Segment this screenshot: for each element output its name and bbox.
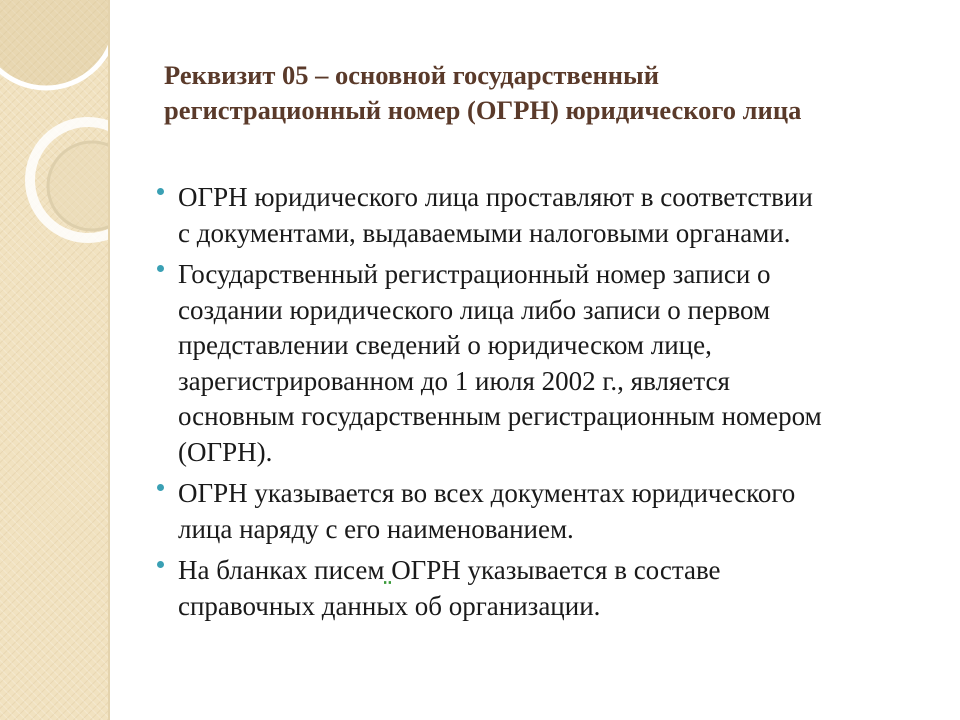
decor-circle-top bbox=[0, 0, 108, 88]
decor-circle-inner bbox=[48, 142, 108, 230]
slide-title-line: Реквизит 05 – основной государственный bbox=[164, 60, 659, 90]
bullet-text-segment: ОГРН указывается в составе bbox=[391, 555, 721, 585]
bullet-text-line: с документами, выдаваемыми налоговыми органами. bbox=[178, 217, 791, 248]
slide-title-line: регистрационный номер (ОГРН) юридического лица bbox=[164, 95, 802, 125]
slide-title bbox=[164, 58, 924, 128]
bullet-text-line: (ОГРН). bbox=[178, 436, 273, 467]
bullet-item bbox=[155, 257, 925, 470]
bullet-text-line: ОГРН указывается во всех документах юридического bbox=[178, 478, 796, 508]
sidebar-divider bbox=[108, 0, 110, 720]
bullet-text-line: справочных данных об организации. bbox=[178, 590, 601, 621]
bullet-dot-icon bbox=[157, 561, 164, 568]
bullet-dot-icon bbox=[157, 484, 164, 491]
bullet-text-line bbox=[178, 553, 925, 589]
bullet-text-segment: На бланках писем bbox=[178, 555, 385, 585]
decorative-sidebar bbox=[0, 0, 108, 720]
bullet-item bbox=[155, 180, 925, 251]
bullet-text-line: зарегистрированном до 1 июля 2002 г., является bbox=[178, 365, 730, 396]
bullet-item bbox=[155, 476, 925, 547]
bullet-text-line: ОГРН юридического лица проставляют в соответствии bbox=[178, 182, 813, 212]
bullet-text-line: Государственный регистрационный номер записи о bbox=[178, 259, 771, 289]
bullet-text-line: представлении сведений о юридическом лице, bbox=[178, 330, 712, 360]
decorative-circles bbox=[0, 0, 108, 720]
bullet-text-line: создании юридического лица либо записи о первом bbox=[178, 294, 771, 325]
bullet-dot-icon bbox=[157, 188, 164, 195]
bullet-text-line: лица наряду с его наименованием. bbox=[178, 513, 574, 544]
bullet-dot-icon bbox=[157, 265, 164, 272]
bullet-list bbox=[155, 180, 925, 630]
bullet-item bbox=[155, 553, 925, 624]
bullet-text-line: основным государственным регистрационным номером bbox=[178, 401, 822, 431]
